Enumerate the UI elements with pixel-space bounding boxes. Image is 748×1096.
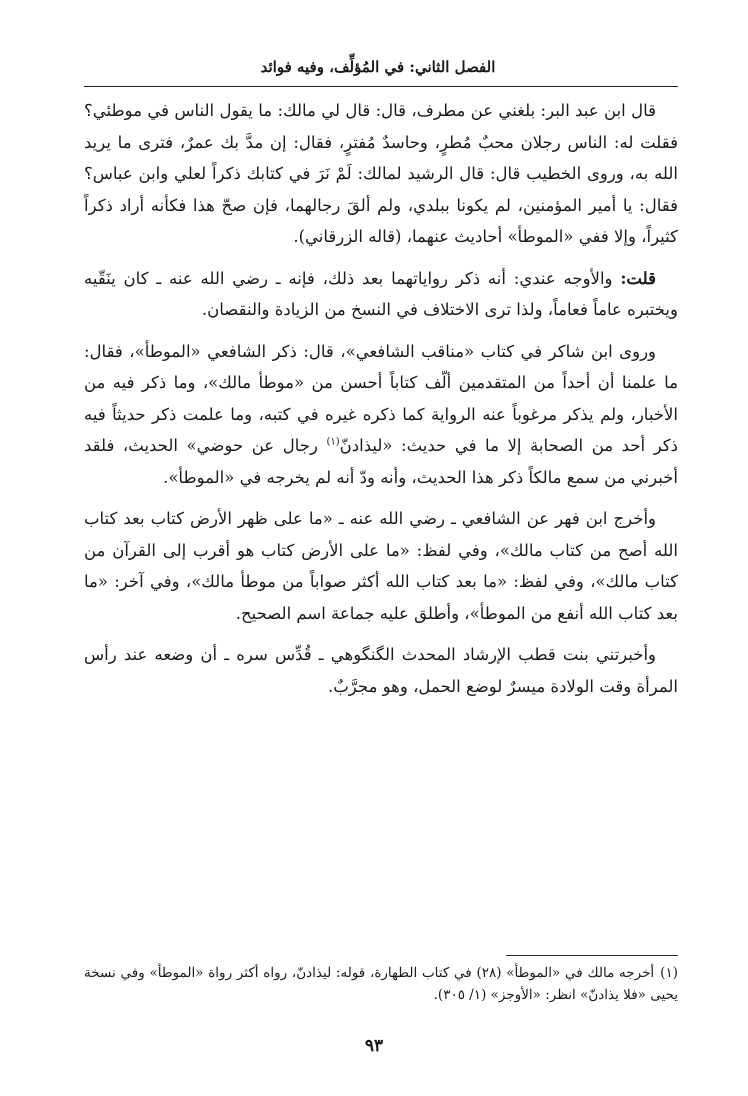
footnote-text: أخرجه مالك في «الموطأ» (٢٨) في كتاب الطهارة، قوله: ليذادنّ، رواه أكثر رواة «الموطأ» وفي نسخة يحيى «فلا يذادنّ» انظر: «الأوجز» (١/ ٣٠٥). [84,965,678,1003]
footnote-rule [506,955,678,956]
paragraph-1: قال ابن عبد البر: بلغني عن مطرف، قال: قال لي مالك: ما يقول الناس في موطئي؟ فقلت له: الناس رجلان محبٌ مُطرٍ، وحاسدٌ مُفترٍ، فقال: إن مدَّ بك عمرٌ، فترى ما يريد الله به، وروى الخطيب قال: قال الرشيد لمالك: لَمْ نَرَ في كتابك ذكراً لعلي وابن عباس؟ فقال: يا أمير المؤمنين، لم يكونا ببلدي، ولم ألقَ رجالهما، فإن صحّ هذا فكأنه أراد ذكراً كثيراً، وإلا ففي «الموطأ» أحاديث عنهما، (قاله الزرقاني). [84,101,678,246]
paragraph-3 [84,336,678,494]
page-number: ٩٣ [364,1036,384,1056]
running-header: الفصل الثاني: في المُؤلِّف، وفيه فوائد [260,58,496,76]
header-rule [84,86,678,87]
paragraph-3-text-a: وروى ابن شاكر في كتاب «مناقب الشافعي»، قال: ذكر الشافعي «الموطأ»، فقال: ما علمنا أن أحداً من المتقدمين ألّف كتاباً أحسن من «موطأ مالك»، وما ذكر فيه من الأخبار، ولم يذكر مرغوباً عنه الرواية كما ذكره غيره في كتبه، وما علمت ذكر حديثاً فيه ذكر أحد من الصحابة إلا ما في حديث: «ليذادنّ [84,341,679,455]
paragraph-4: وأخرج ابن فهر عن الشافعي ـ رضي الله عنه ـ «ما على ظهر الأرض كتاب بعد كتاب الله أصح من كتاب مالك»، وفي لفظ: «ما على الأرض كتاب هو أقرب إلى القرآن من كتاب مالك»، وفي لفظ: «ما بعد كتاب الله أكثر صواباً من موطأ مالك»، وفي آخر: «ما بعد كتاب الله أنفع من الموطأ»، وأطلق عليه جماعة اسم الصحيح. [84,509,678,623]
paragraph-2 [84,263,678,326]
paragraph-3-text-b: رجال عن حوضي» الحديث، فلقد أخبرني من سمع مالكاً ذكر هذا الحديث، وأنه ودّ أنه لم يخرجه في «الموطأ». [84,436,678,487]
footnote-reference[interactable]: (١) [326,436,340,448]
paragraph-5: وأخبرتني بنت قطب الإرشاد المحدث الگنگوهي ـ قُدِّس سره ـ أن وضعه عند رأس المرأة وقت الولادة ميسرٌ لوضع الحمل، وهو مجرَّبٌ. [84,645,678,696]
footnote-number: (١) [660,965,678,981]
main-text [84,95,678,712]
paragraph-2-text: والأوجه عندي: أنه ذكر رواياتهما بعد ذلك، فإنه ـ رضي الله عنه ـ كان ينَقّيه ويختبره عاماً فعاماً، ولذا ترى الاختلاف في النسخ من الزيادة والنقصان. [84,268,678,319]
footnote [84,962,678,1006]
paragraph-2-lead: قلت: [620,268,656,288]
